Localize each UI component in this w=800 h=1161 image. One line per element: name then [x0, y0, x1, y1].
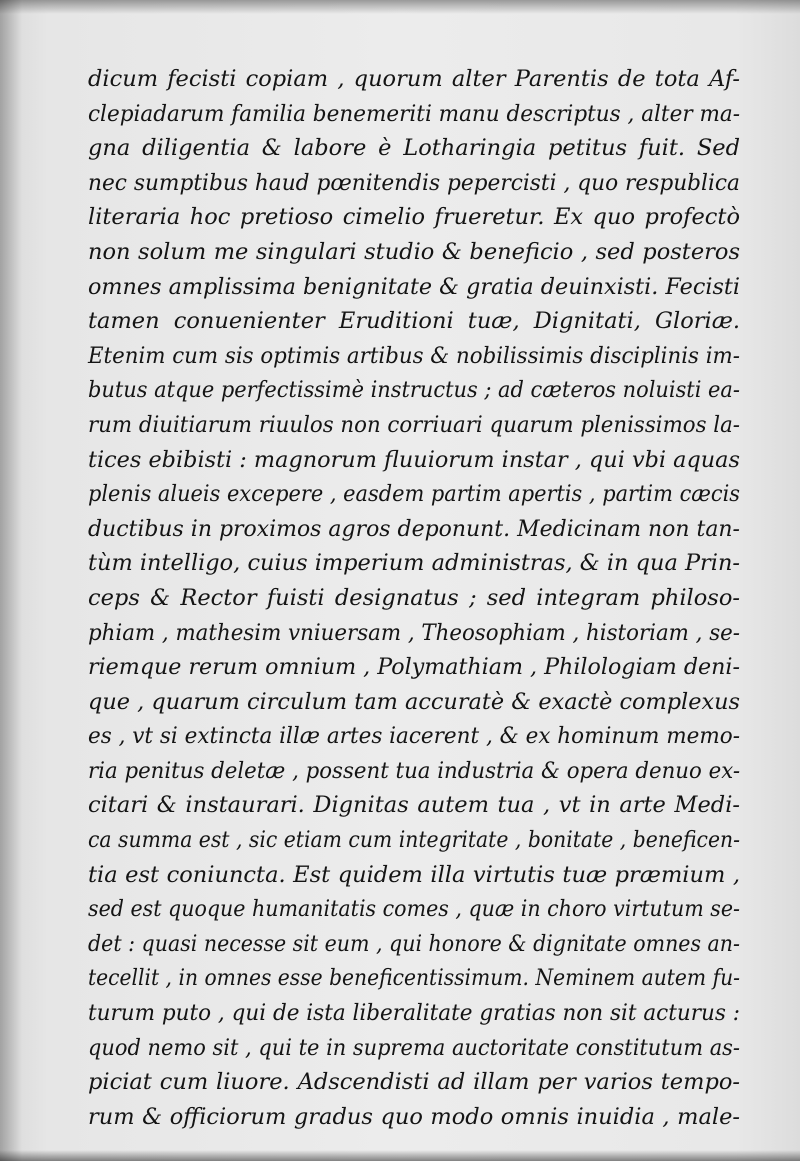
- text-line: gna diligentia & labore è Lotharingia petitus fuit. Sed: [88, 135, 740, 162]
- text-line: ceps & Rector fuisti designatus ; sed integram philoso-: [88, 584, 740, 611]
- text-line: piciat cum liuore. Adscendisti ad illam per varios tempo-: [88, 1069, 740, 1096]
- text-line: rum diuitiarum riuulos non corriuari quarum plenissimos la-: [88, 411, 740, 438]
- text-line: plenis alueis excepere , easdem partim apertis , partim cæcis: [88, 481, 741, 508]
- text-line: non solum me singulari studio & beneficio , sed posteros: [88, 238, 740, 265]
- page-top-shadow: [0, 0, 800, 14]
- page-left-shadow: [0, 0, 22, 1161]
- text-line: det : quasi necesse sit eum , qui honore & dignitate omnes an-: [88, 930, 740, 957]
- text-line: dicum fecisti copiam , quorum alter Parentis de tota Af-: [88, 66, 740, 92]
- text-line: phiam , mathesim vniuersam , Theosophiam , historiam , se-: [88, 619, 740, 646]
- text-line: butus atque perfectissimè instructus ; ad cæteros noluisti ea-: [88, 377, 740, 404]
- text-line: literaria hoc pretioso cimelio frueretur. Ex quo profectò: [88, 204, 740, 231]
- text-line: es , vt si extincta illæ artes iacerent , & ex hominum memo-: [88, 723, 740, 750]
- text-line: omnes amplissima benignitate & gratia deuinxisti. Fecisti: [88, 273, 740, 300]
- text-line: nec sumptibus haud pœnitendis pepercisti , quo respublica: [88, 169, 740, 196]
- text-line: tia est coniuncta. Est quidem illa virtutis tuæ præmium ,: [88, 861, 740, 888]
- text-line: riemque rerum omnium , Polymathiam , Philologiam deni-: [88, 654, 741, 681]
- text-line: ca summa est , sic etiam cum integritate , bonitate , beneficen-: [88, 827, 741, 854]
- text-line: tices ebibisti : magnorum fluuiorum instar , qui vbi aquas: [88, 446, 740, 473]
- text-line: tamen conuenienter Eruditioni tuæ, Dignitati, Gloriæ.: [88, 308, 740, 335]
- text-line: quod nemo sit , qui te in suprema auctoritate constitutum as-: [88, 1034, 741, 1061]
- text-line: clepiadarum familia benemeriti manu descriptus , alter ma-: [88, 100, 741, 127]
- text-line: ductibus in proximos agros deponunt. Medicinam non tan-: [88, 515, 740, 542]
- text-line: sed est quoque humanitatis comes , quæ in choro virtutum se-: [88, 896, 740, 923]
- text-line: ria penitus deletæ , possent tua industria & opera denuo ex-: [88, 757, 741, 784]
- text-line: citari & instaurari. Dignitas autem tua , vt in arte Medi-: [88, 792, 740, 819]
- body-text: [88, 62, 740, 1134]
- text-line: turum puto , qui de ista liberalitate gratias non sit acturus :: [88, 1000, 740, 1027]
- text-line: que , quarum circulum tam accuratè & exactè complexus: [88, 688, 741, 715]
- text-line: Etenim cum sis optimis artibus & nobilissimis disciplinis im-: [88, 342, 740, 369]
- text-line: tecellit , in omnes esse beneficentissimum. Neminem autem fu-: [88, 965, 741, 992]
- text-line: tùm intelligo, cuius imperium administras, & in qua Prin-: [88, 550, 740, 577]
- text-line: rum & officiorum gradus quo modo omnis inuidia , male-: [88, 1103, 740, 1130]
- page-bottom-edge: [0, 1150, 800, 1161]
